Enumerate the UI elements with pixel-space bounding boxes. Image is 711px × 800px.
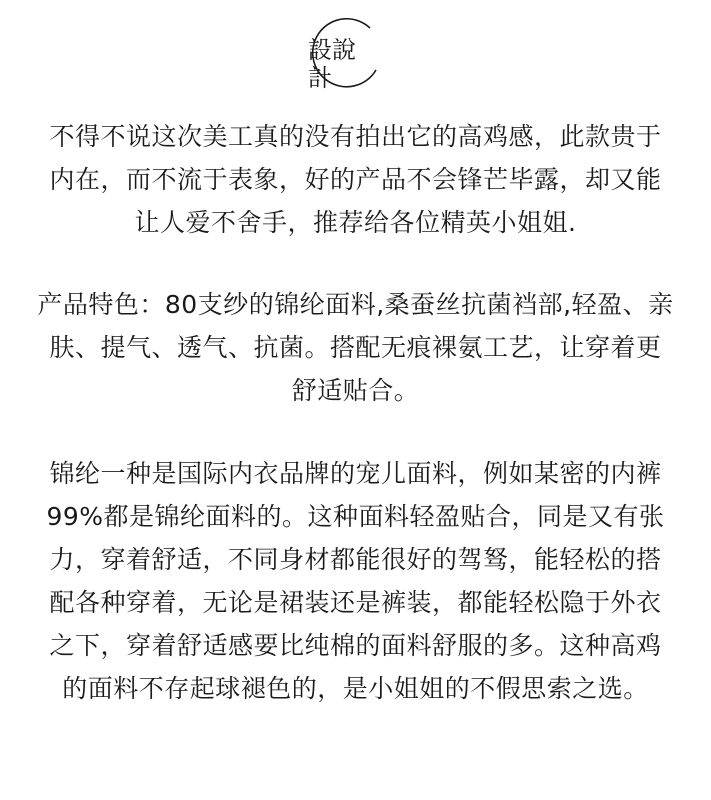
paragraph-line: 锦纶一种是国际内衣品牌的宠儿面料，例如某密的内裤 (49, 459, 662, 488)
paragraph-fabric (0, 452, 711, 710)
paragraph-line: 让人爱不舍手，推荐给各位精英小姐姐. (134, 208, 577, 237)
logo-char-3: 計 (308, 64, 332, 92)
paragraph-line: 舒适贴合。 (291, 376, 420, 405)
logo-char-2: 說 (332, 36, 356, 64)
paragraph-line: 力，穿着舒适，不同身材都能很好的驾驽，能轻松的搭 (49, 545, 662, 574)
paragraph-line: 不得不说这次美工真的没有拍出它的高鸡感，此款贵于 (49, 122, 662, 151)
paragraph-line: 的面料不存起球褪色的，是小姐姐的不假思索之选。 (62, 674, 649, 703)
logo (302, 14, 386, 98)
logo-char-1: 設 (308, 36, 332, 64)
paragraph-line: 之下，穿着舒适感要比纯棉的面料舒服的多。这种高鸡 (49, 631, 662, 660)
paragraph-line: 内在，而不流于表象，好的产品不会锋芒毕露，却又能 (49, 165, 662, 194)
paragraph-intro (0, 115, 711, 244)
paragraph-line: 产品特色：80支纱的锦纶面料,桑蚕丝抗菌裆部,轻盈、亲 (37, 290, 674, 319)
paragraph-features (0, 283, 711, 412)
paragraph-line: 肤、提气、透气、抗菌。搭配无痕裸氨工艺，让穿着更 (49, 333, 662, 362)
paragraph-line: 配各种穿着，无论是裙装还是裤装，都能轻松隐于外衣 (49, 588, 662, 617)
paragraph-line: 99%都是锦纶面料的。这种面料轻盈贴合，同是又有张 (46, 502, 665, 531)
